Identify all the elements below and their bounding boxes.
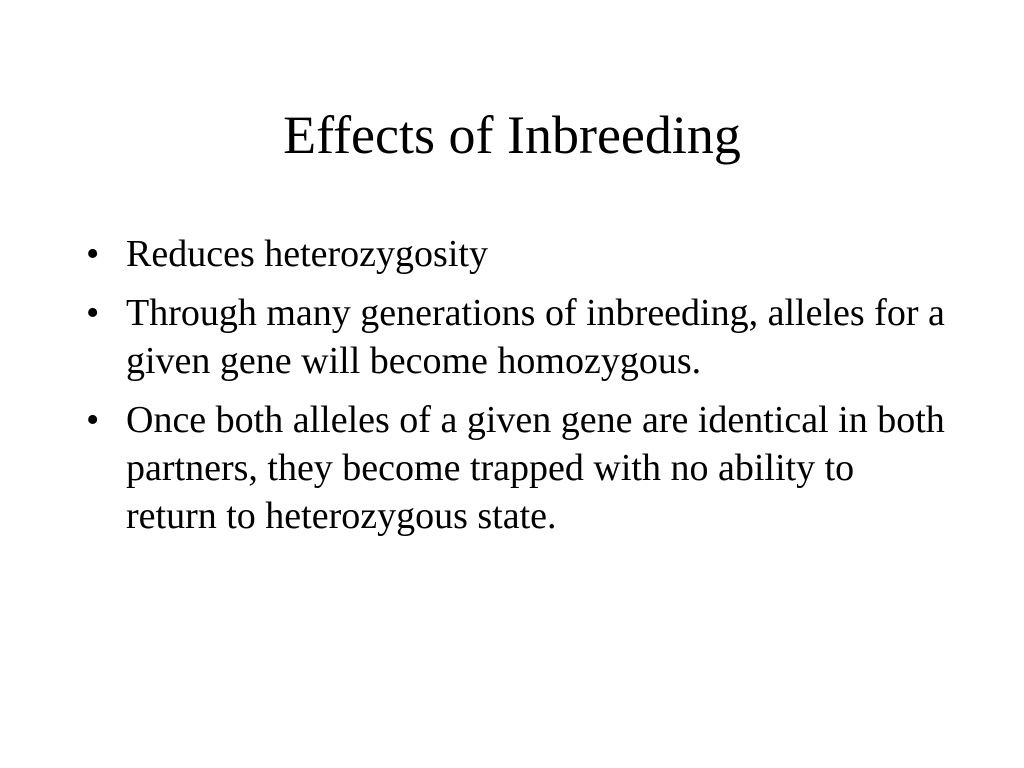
bullet-text: Reduces heterozygosity bbox=[126, 233, 488, 275]
bullet-text: Once both alleles of a given gene are identical in both partners, they become trapped with no ability to return to heterozygous state. bbox=[126, 399, 945, 537]
bullet-text: Through many generations of inbreeding, alleles for a given gene will become homozygous. bbox=[126, 292, 945, 382]
bullet-item bbox=[86, 230, 946, 278]
bullet-icon: • bbox=[86, 233, 100, 275]
bullet-item bbox=[86, 289, 946, 385]
bullet-item bbox=[86, 396, 946, 540]
bullet-icon: • bbox=[86, 292, 100, 334]
slide-title: Effects of Inbreeding bbox=[283, 105, 741, 165]
bullet-icon: • bbox=[86, 399, 100, 441]
bullet-list bbox=[86, 230, 946, 551]
